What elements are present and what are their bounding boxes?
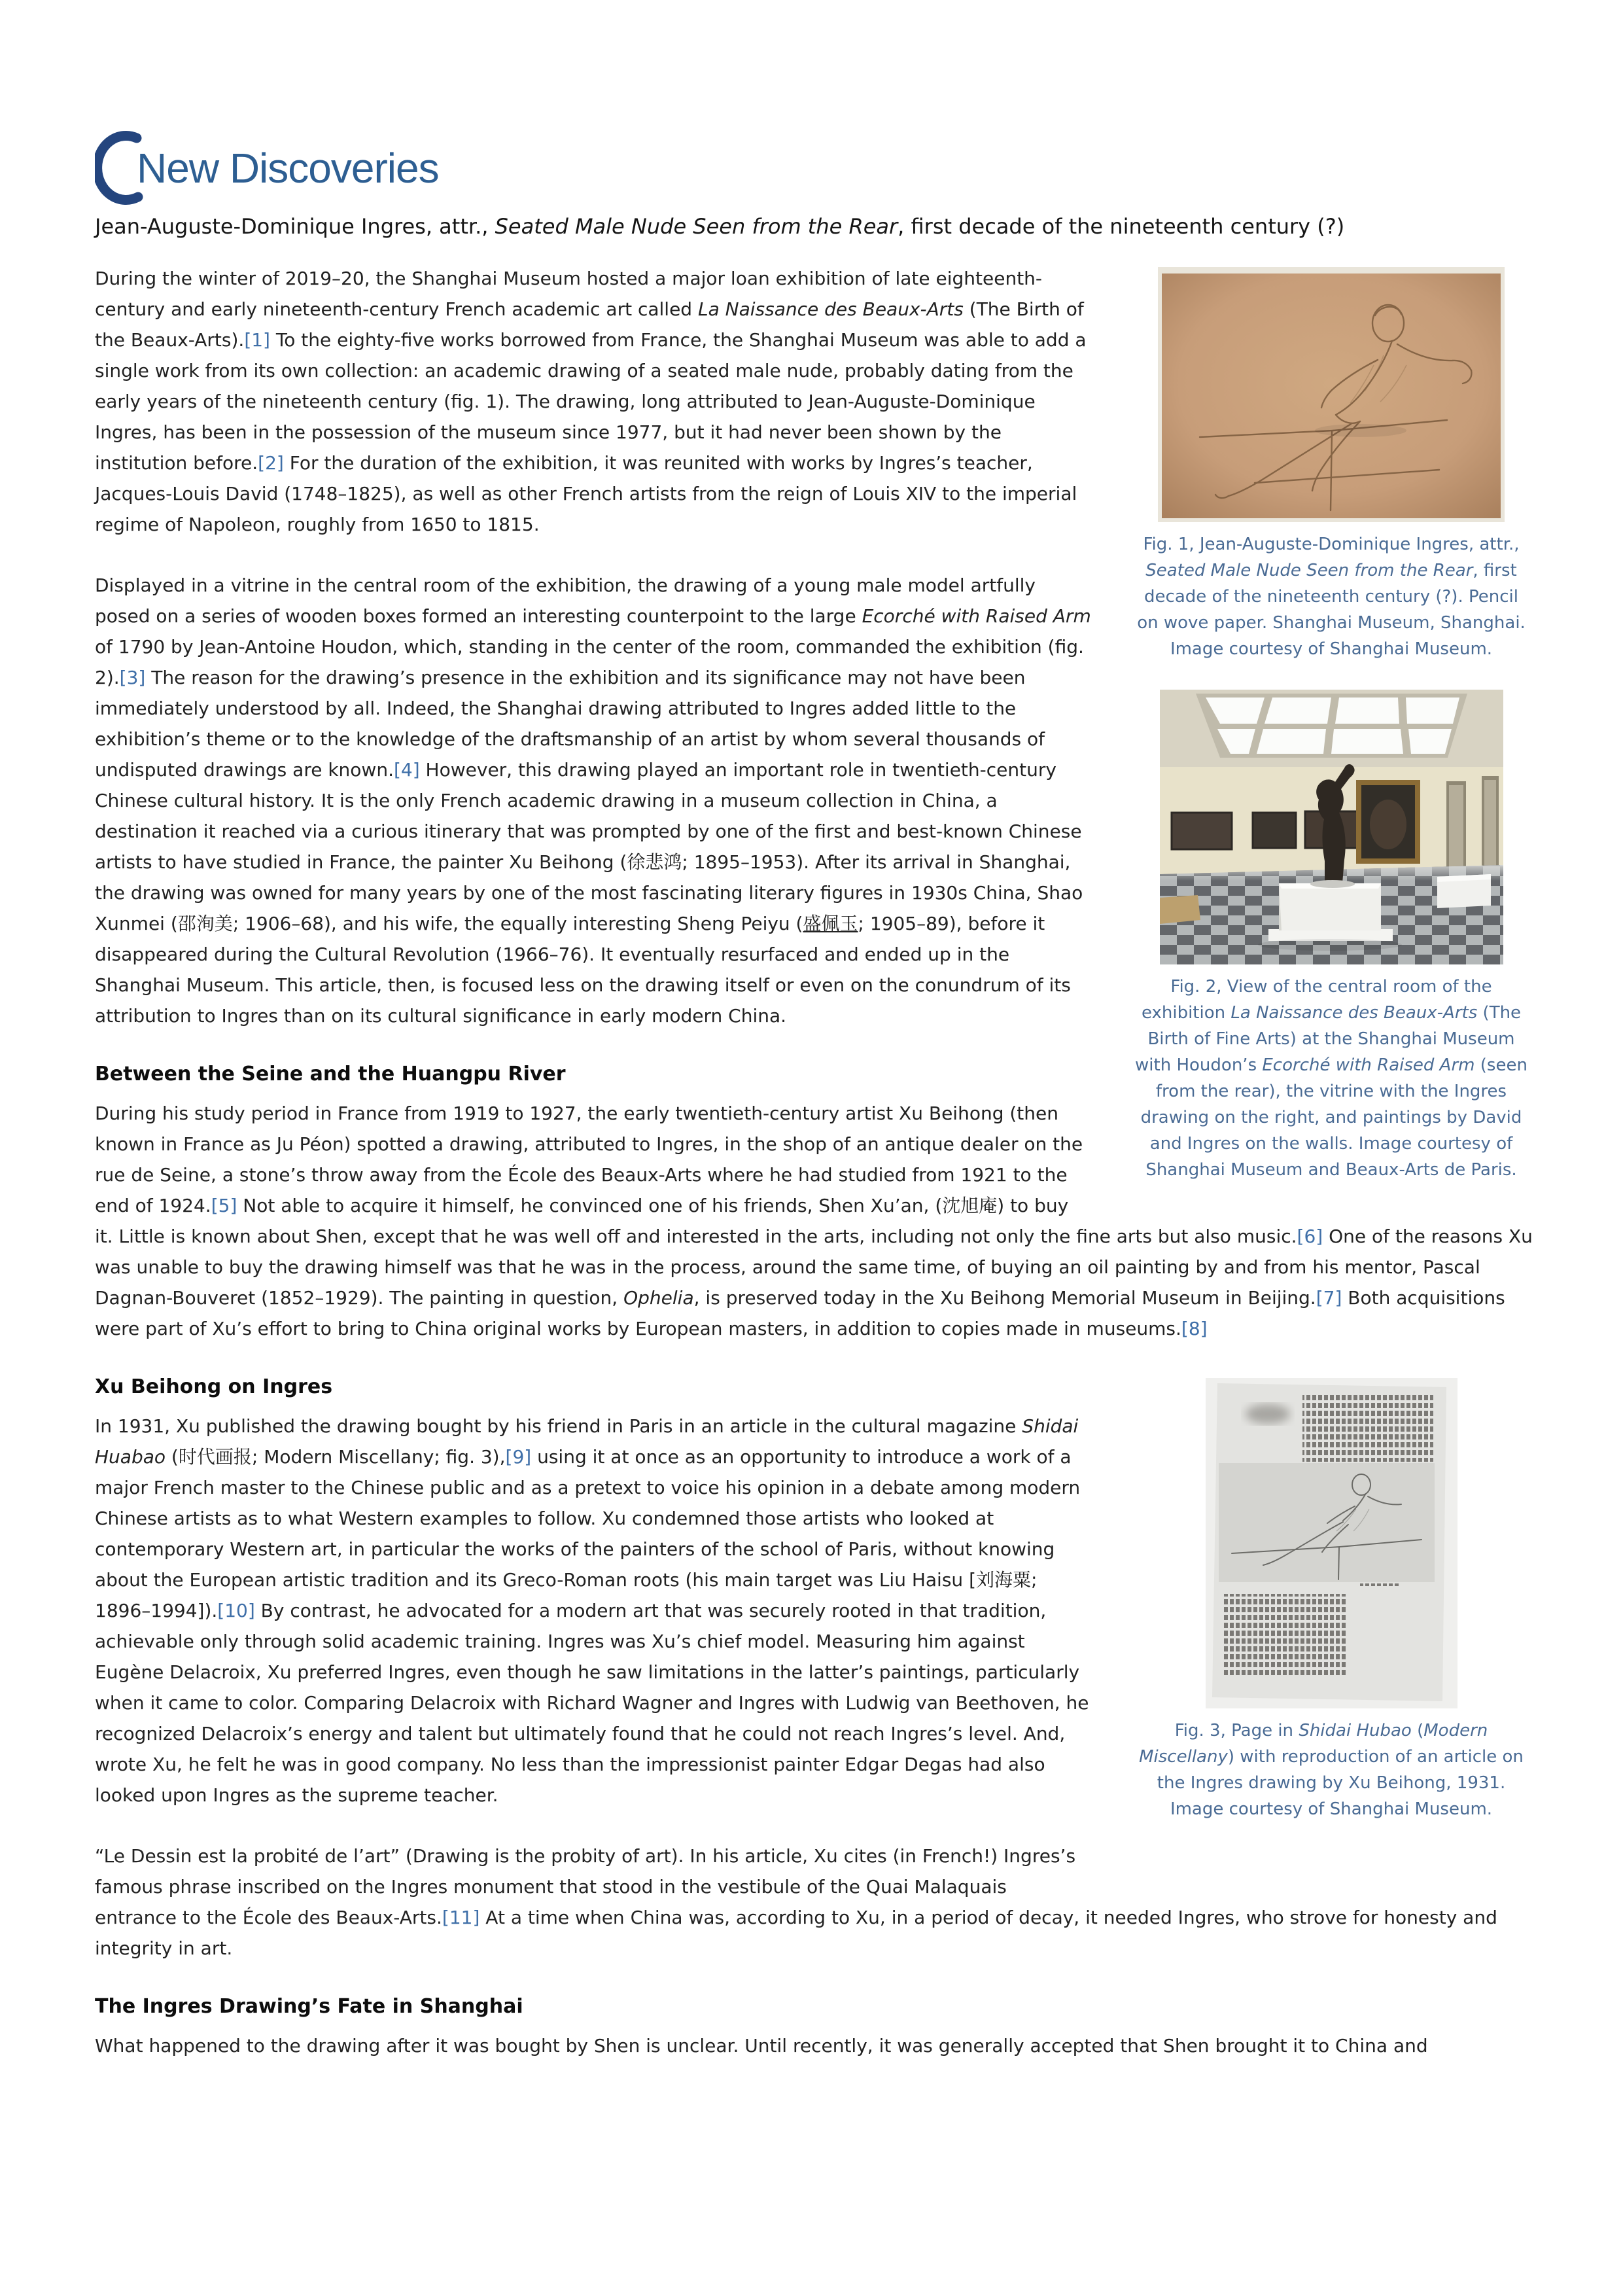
text-segment: Ecorché with Raised Arm	[862, 605, 1091, 627]
text-segment: ; 1905–89), before it disappeared during the Cultural Revolution (1966–76). It eventually resurfaced and ended up in the Shanghai Museum. This article, then, is focused less on the drawing itself or even on the conundrum of its attribution to Ingres than on its cultural significance in early modern China.	[95, 912, 1071, 1027]
text-segment: Shidai Huabao	[95, 1415, 1079, 1468]
text-segment: “Le Dessin est la probité de l’art” (Drawing is the probity of art). In his article, Xu cites (in French!) Ingres’s famous phrase inscribed on the Ingres monument that stood in the vestibule of the Quai Malaquais entrance to the École des Beaux-Arts.	[95, 1845, 1076, 1928]
footnote-ref[interactable]: [8]	[1181, 1317, 1208, 1339]
figure-1-drawing-image	[1158, 267, 1505, 522]
figure-3	[1128, 1378, 1534, 1822]
footnote-ref[interactable]: [1]	[244, 328, 270, 351]
footnote-ref[interactable]: [6]	[1297, 1225, 1323, 1247]
text-segment: To the eighty-five works borrowed from France, the Shanghai Museum was able to add a single work from its own collection: an academic drawing of a seated male nude, probably dating from the early years of the nineteenth century (fig. 1). The drawing, long attributed to Jean-Auguste-Dominique Ingres, has been in the possession of the museum since 1977, but it had never been shown by the institution before.	[95, 328, 1087, 474]
figure-2-caption	[1128, 974, 1534, 1183]
text-segment: La Naissance des Beaux-Arts	[697, 298, 964, 320]
text-segment: , first decade of the nineteenth century (?)	[898, 214, 1345, 239]
footnote-ref[interactable]: [4]	[393, 758, 420, 781]
text-segment: Jean-Auguste-Dominique Ingres, attr.,	[95, 214, 495, 239]
text-segment: , is preserved today in the Xu Beihong Memorial Museum in Beijing.	[693, 1286, 1316, 1309]
figure-2-gallery-image	[1160, 690, 1503, 964]
text-segment: (The Birth of the Beaux-Arts).	[95, 298, 1084, 351]
text-segment: ) with reproduction of an article on the Ingres drawing by Xu Beihong, 1931. Image courtesy of Shanghai Museum.	[1157, 1746, 1524, 1819]
text-segment: By contrast, he advocated for a modern art that was securely rooted in that tradition, achievable only through solid academic training. Ingres was Xu’s chief model. Measuring him against Eugène Delacroix, Xu preferred Ingres, even though he saw limitations in the latter’s paintings, particularly when it came to color. Comparing Delacroix with Richard Wagner and Ingres with Ludwig van Beethoven, he recognized Delacroix’s energy and talent but ultimately found that he could not reach Ingres’s level. And, wrote Xu, he felt he was in good company. No less than the impressionist painter Edgar Degas had also looked upon Ingres as the supreme teacher.	[95, 1599, 1089, 1806]
paragraph-5	[95, 1841, 1534, 1964]
text-segment: At a time when China was, according to Xu, in a period of decay, it needed Ingres, who strove for honesty and integrity in art.	[95, 1906, 1497, 1959]
text-segment: Fig. 1, Jean-Auguste-Dominique Ingres, attr.,	[1143, 534, 1520, 554]
text-segment: Modern Miscellany	[1139, 1720, 1488, 1767]
text-segment: Seated Male Nude Seen from the Rear	[495, 214, 898, 239]
paragraph-6	[95, 2030, 1534, 2061]
text-segment: Ophelia	[623, 1286, 694, 1309]
text-segment: During the winter of 2019–20, the Shanghai Museum hosted a major loan exhibition of late eighteenth-century and early nineteenth-century French academic art called	[95, 267, 1043, 320]
text-segment: using it at once as an opportunity to introduce a work of a major French master to the Chinese public and as a pretext to voice his opinion in a debate among modern Chinese artists as to what Western examples to follow. Xu condemned those artists who looked at contemporary Western art, in particular the works of the painters of the school of Paris, without knowing about the European artistic tradition and its Greco-Roman roots (his main target was Liu Haisu [刘海粟; 1896–1994]).	[95, 1445, 1081, 1621]
text-segment: During his study period in France from 1919 to 1927, the early twentieth-century artist Xu Beihong (then known in France as Ju Péon) spotted a drawing, attributed to Ingres, in the shop of an antique dealer on the rue de Seine, a stone’s throw away from the École des Beaux-Arts where he had studied from 1921 to the end of 1924.	[95, 1102, 1083, 1216]
article-title	[95, 213, 1534, 241]
text-segment: One of the reasons Xu was unable to buy the drawing himself was that he was in the process, around the same time, of buying an oil painting by and from his mentor, Pascal Dagnan-Bouveret (1852–1929). The painting in question,	[95, 1225, 1533, 1309]
text-segment: of 1790 by Jean-Antoine Houdon, which, standing in the center of the room, commanded the exhibition (fig. 2).	[95, 635, 1084, 688]
footnote-ref[interactable]: [2]	[258, 451, 284, 474]
article-body	[95, 263, 1534, 2061]
text-segment: In 1931, Xu published the drawing bought by his friend in Paris in an article in the cultural magazine	[95, 1415, 1022, 1437]
footnote-ref[interactable]: [11]	[442, 1906, 480, 1928]
text-segment: Fig. 2, View of the central room of the exhibition	[1141, 976, 1492, 1023]
figure-1-caption	[1128, 531, 1534, 662]
text-segment: The reason for the drawing’s presence in the exhibition and its significance may not have been immediately understood by all. Indeed, the Shanghai drawing attributed to Ingres added little to the exhibition’s theme or to the knowledge of the draftsmanship of an artist by whom several thousands of undisputed drawings are known.	[95, 666, 1045, 781]
figure-3-magazine-page-image	[1206, 1378, 1457, 1708]
figure-3-caption	[1128, 1718, 1534, 1822]
footnote-ref[interactable]: [5]	[211, 1194, 237, 1216]
text-segment: (时代画报; Modern Miscellany; fig. 3),	[166, 1445, 506, 1468]
pedestal	[1258, 883, 1402, 951]
text-segment: However, this drawing played an important role in twentieth-century Chinese cultural history. It is the only French academic drawing in a museum collection in China, a destination it reached via a curious itinerary that was prompted by one of the first and best-known Chinese artists to have studied in France, the painter Xu Beihong (徐悲鸿; 1895–1953). After its arrival in Shanghai, the drawing was owned for many years by one of the most fascinating literary figures in 1930s China, Shao Xunmei (邵洵美; 1906–68), and his wife, the equally interesting Sheng Peiyu (	[95, 758, 1083, 934]
text-segment: (	[1411, 1720, 1424, 1740]
text-segment: Ecorché with Raised Arm	[1262, 1055, 1475, 1075]
text-segment: 盛佩玉	[803, 912, 858, 934]
text-segment: (seen from the rear), the vitrine with the Ingres drawing on the right, and paintings by David and Ingres on the walls. Image courtesy of Shanghai Museum and Beaux-Arts de Paris.	[1140, 1055, 1527, 1180]
text-segment: La Naissance des Beaux-Arts	[1230, 1002, 1478, 1023]
footnote-ref[interactable]: [7]	[1316, 1286, 1342, 1309]
text-segment: Both acquisitions were part of Xu’s effort to bring to China original works by European masters, in addition to copies made in museums.	[95, 1286, 1505, 1339]
footnote-ref[interactable]: [3]	[119, 666, 146, 688]
footnote-ref[interactable]: [10]	[217, 1599, 255, 1621]
text-segment: , first decade of the nineteenth century (?). Pencil on wove paper. Shanghai Museum, Shanghai. Image courtesy of Shanghai Museum.	[1137, 560, 1526, 659]
text-segment: For the duration of the exhibition, it was reunited with works by Ingres’s teacher, Jacques-Louis David (1748–1825), as well as other French artists from the reign of Louis XIV to the imperial regime of Napoleon, roughly from 1650 to 1815.	[95, 451, 1077, 535]
text-segment: Seated Male Nude Seen from the Rear	[1145, 560, 1473, 580]
section-heading-seine-huangpu: Between the Seine and the Huangpu River	[95, 1062, 566, 1086]
text-segment: What happened to the drawing after it was bought by Shen is unclear. Until recently, it was generally accepted that Shen brought it to China and	[95, 2034, 1428, 2057]
text-segment: Displayed in a vitrine in the central room of the exhibition, the drawing of a young male model artfully posed on a series of wooden boxes formed an interesting counterpoint to the large	[95, 574, 1036, 627]
logo-text: New Discoveries	[137, 145, 439, 192]
figure-1	[1128, 267, 1534, 662]
footnote-ref[interactable]: [9]	[505, 1445, 532, 1468]
text-segment: Shidai Hubao	[1299, 1720, 1412, 1740]
text-segment: (The Birth of Fine Arts) at the Shanghai Museum with Houdon’s	[1135, 1002, 1522, 1075]
new-discoveries-logo[interactable]	[95, 130, 1534, 207]
figure-2	[1128, 690, 1534, 1183]
section-heading-xu-beihong: Xu Beihong on Ingres	[95, 1375, 333, 1398]
section-heading-drawing-fate: The Ingres Drawing’s Fate in Shanghai	[95, 1994, 523, 2018]
text-segment: Fig. 3, Page in	[1174, 1720, 1299, 1740]
text-segment: Not able to acquire it himself, he convinced one of his friends, Shen Xu’an, (沈旭庵) to buy it. Little is known about Shen, except that he was well off and interested in the arts, including not only the fine arts but also music.	[95, 1194, 1297, 1247]
